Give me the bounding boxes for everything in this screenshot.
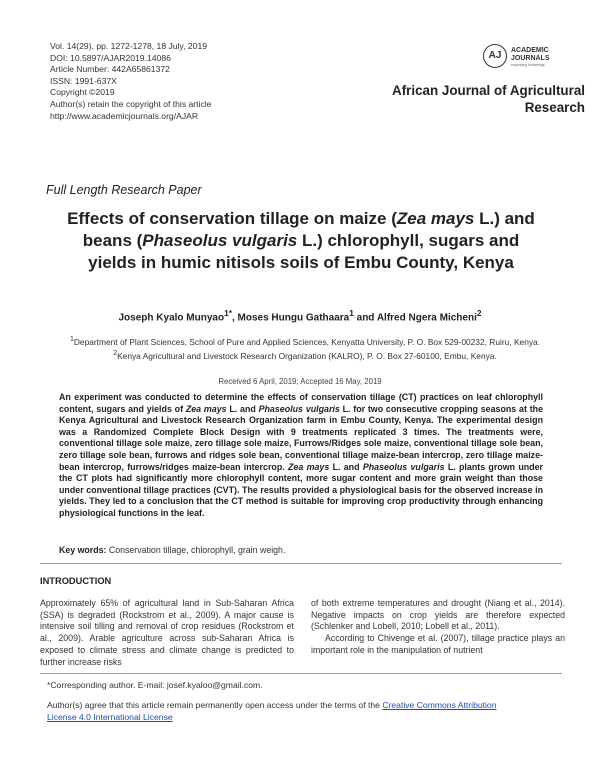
affiliation-sup: 2	[113, 350, 118, 358]
abstract-text: L. plants grown under the CT plots had significantly more chlorophyll content, more sugar content and more grain weight than those under conventional tillage practices (CVT). The results provided a physiological basis for the observed increase in yields. They led to a conclusion that the CT method is suitable for improving crop productivity through enhancing physiological functions in the leaf.	[59, 461, 543, 518]
author-sup: 2	[476, 308, 482, 318]
meta-volume: Vol. 14(29), pp. 1272-1278, 18 July, 2019	[50, 41, 208, 51]
body-column-left	[40, 598, 294, 668]
academic-journals-logo	[483, 44, 583, 70]
meta-article-number: Article Number: 442A65861372	[50, 64, 170, 75]
abstract-species: Zea mays	[185, 403, 227, 414]
article-metadata	[50, 41, 211, 122]
abstract-species: Zea mays	[288, 461, 330, 472]
license-link[interactable]: Creative Commons Attribution License 4.0 International License	[47, 700, 497, 722]
author-sup: 1*	[224, 308, 232, 318]
keywords-value: Conservation tillage, chlorophyll, grain weigh.	[108, 545, 286, 555]
logo-line-1: ACADEMIC	[511, 47, 549, 54]
logo-line-2: JOURNALS	[511, 55, 550, 62]
body-column-right	[311, 598, 565, 657]
title-part-3: L.) chlorophyll, sugars and yields in humic nitisols soils of Embu County, Kenya	[88, 231, 520, 272]
paper-title	[58, 208, 544, 274]
affiliation-sup: 1	[69, 336, 74, 343]
abstract	[59, 392, 543, 520]
abstract-species: Phaseolus vulgaris	[258, 403, 340, 414]
title-species-2: Phaseolus vulgaris	[142, 231, 298, 250]
paragraph: Approximately 65% of agricultural land in Sub-Saharan Africa (SSA) is degraded (Rockstrom et al., 2009). A major cause is intensive soil tilling and removal of crop residues (Rockstrom et al., 2009). Arable agriculture across sub-Saharan Africa is exposed to climate stress and climate change is predicted to further increase risks	[40, 598, 294, 667]
received-dates: Received 6 April, 2019; Accepted 16 May, 2019	[218, 377, 382, 386]
affiliation-text: Kenya Agricultural and Livestock Research Organization (KALRO), P. O. Box 27-60100, Embu, Kenya.	[117, 351, 497, 362]
author-name: Joseph Kyalo Munyao	[118, 312, 225, 324]
abstract-text: L. for two consecutive cropping seasons at the Kenya Agricultural and Livestock Research Organization farm in Embu County, Kenya. The experimental design was a Randomized Complete Block Design with 9 treatments replicated 3 times. The treatments were, conventional tillage sole maize, zero tillage sole maize, Furrows/Ridges sole maize, conventional tillage sole bean, zero tillage sole bean, furrows and ridges sole bean, conventional tillage maize-bean intercrop, zero tillage maize-bean intercrop, furrows/ridges maize-bean intercrop.	[59, 403, 544, 472]
abstract-species: Phaseolus vulgaris	[362, 461, 445, 472]
footnote-divider	[40, 673, 562, 674]
abstract-text: L. and	[226, 403, 259, 414]
affiliation-1	[40, 334, 570, 348]
meta-copyright: Copyright ©2019	[50, 87, 115, 98]
abstract-text: An experiment was conducted to determine the effects of conservation tillage (CT) practices on leaf chlorophyll content, sugars and yields of	[59, 392, 543, 414]
paragraph: According to Chivenge et al. (2007), tillage practice plays an important role in the manipulation of nutrient	[311, 633, 565, 655]
journal-title: African Journal of Agricultural Research	[392, 83, 585, 115]
title-species-1: Zea mays	[396, 209, 475, 228]
paper-type: Full Length Research Paper	[46, 183, 202, 197]
paragraph: of both extreme temperatures and drought (Niang et al., 2014). Negative impacts on crop yields are therefore expected (Schlenker and Lobell, 2010; Lobell et al., 2011).	[311, 598, 565, 632]
logo-wordmark	[511, 47, 550, 63]
affiliation-text: Department of Plant Sciences, School of Pure and Applied Sciences, Kenyatta University, P. O. Box 529-00232, Ruiru, Kenya.	[73, 336, 541, 347]
title-part-2: L.) and beans (	[82, 209, 535, 250]
section-divider	[40, 563, 562, 564]
author-name: Moses Hungu Gathaara	[237, 312, 350, 324]
meta-url[interactable]: http://www.academicjournals.org/AJAR	[50, 110, 199, 121]
license-notice	[47, 700, 517, 723]
meta-issn: ISSN: 1991-637X	[50, 75, 117, 86]
author-name: Alfred Ngera Micheni	[376, 312, 477, 324]
author-separator: and	[353, 312, 377, 324]
author-separator: ,	[231, 312, 238, 324]
keywords-label: Key words:	[59, 545, 107, 555]
title-part-1: Effects of conservation tillage on maize (	[67, 209, 397, 228]
logo-tagline: expanding knowledge	[511, 63, 545, 67]
logo-initials: AJ	[483, 44, 507, 68]
meta-rights: Author(s) retain the copyright of this article	[50, 98, 212, 109]
meta-doi: DOI: 10.5897/AJAR2019.14086	[50, 52, 171, 63]
keywords	[59, 545, 285, 555]
abstract-text: L. and	[329, 461, 363, 472]
author-sup: 1	[349, 308, 354, 318]
affiliation-2	[40, 348, 570, 362]
license-text: Author(s) agree that this article remain permanently open access under the terms of the	[47, 700, 383, 710]
introduction-heading: INTRODUCTION	[40, 576, 112, 586]
affiliations	[40, 334, 570, 363]
corresponding-author: *Corresponding author. E-mail: josef.kyaloo@gmail.com.	[47, 680, 263, 690]
author-list	[40, 308, 560, 323]
